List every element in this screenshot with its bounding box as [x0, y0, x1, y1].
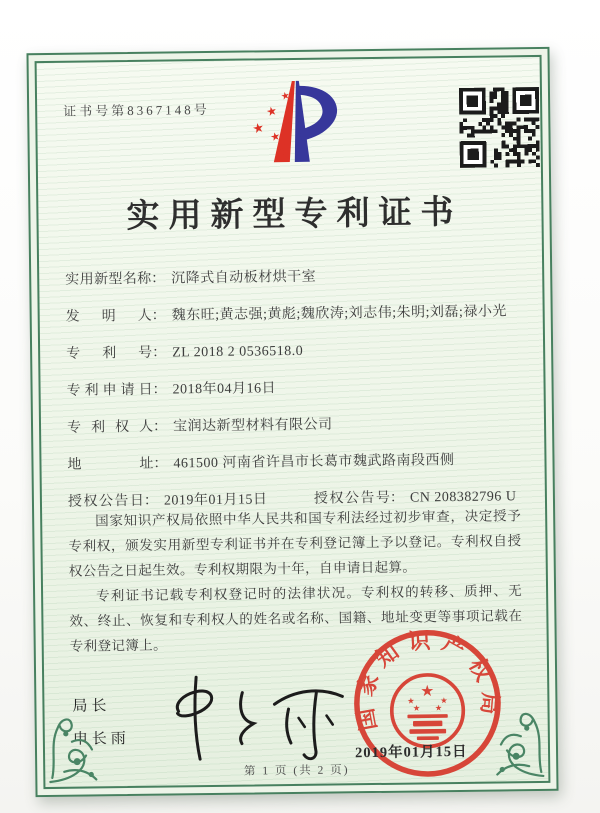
field-colon: ：: [152, 419, 168, 435]
star-icon: ★: [281, 115, 292, 127]
svg-text:国家知识产权局: 国家知识产权局: [350, 627, 504, 733]
field-value: 2019年01月15日: [163, 492, 268, 509]
svg-text:★: ★: [440, 696, 448, 706]
certificate-inner-frame: [35, 55, 551, 789]
field-value: 宝润达新型材料有限公司: [172, 417, 333, 435]
field-value: CN 208382796 U: [409, 489, 517, 506]
national-emblem-icon: [391, 675, 463, 747]
field-label: 实用新型名称: [65, 271, 152, 288]
svg-text:★: ★: [420, 682, 435, 701]
field-label: 专利号: [66, 345, 153, 362]
qr-code: [459, 87, 540, 168]
star-icon: ★: [264, 103, 279, 120]
star-icon: ★: [278, 141, 294, 160]
field-label: 专利权人: [66, 419, 154, 436]
certificate-number: 证书号第8367148号: [63, 101, 210, 119]
page-number: 第 1 页 (共 2 页): [243, 764, 350, 778]
field-row-inventors: [66, 302, 521, 345]
field-row-filing-date: [66, 376, 521, 419]
field-value: ZL 2018 2 0536518.0: [172, 343, 304, 361]
legal-paragraph-2: 专利证书记载专利权登记时的法律状况。专利权的转移、质押、无效、终止、恢复和专利权人的姓名或名称、国籍、地址变更等事项记载在专利登记簿上。: [69, 583, 523, 654]
seal-date: 2019年01月15日: [354, 743, 468, 762]
signature-icon: [148, 667, 367, 774]
patent-certificate: [26, 47, 558, 797]
field-colon: ：: [152, 345, 167, 361]
issuer-title: 局长: [72, 698, 111, 715]
field-value: 2018年04月16日: [172, 381, 277, 398]
field-value: 魏东旺;黄志强;黄彪;魏欣涛;刘志伟;朱明;刘磊;禄小光: [171, 304, 507, 324]
field-label: 授权公告日: [67, 493, 145, 510]
field-label: 地址: [67, 456, 154, 473]
legal-paragraph-1: 国家知识产权局依照中华人民共和国专利法经过初步审查，决定授予专利权，颁发实用新型专利证书并在专利登记簿上予以登记。专利权自授权公告之日起生效。专利权期限为十年，自申请日起算。: [68, 508, 522, 579]
field-row-address: [67, 450, 522, 493]
svg-text:★: ★: [412, 703, 421, 713]
corner-flourish-icon: [43, 675, 136, 788]
svg-text:★: ★: [434, 703, 443, 713]
field-value: 沉降式自动板材烘干室: [171, 269, 317, 287]
field-colon: ：: [389, 490, 405, 506]
star-icon: ★: [269, 130, 282, 145]
field-colon: ：: [151, 271, 166, 287]
field-colon: ：: [143, 493, 159, 509]
field-colon: ：: [152, 382, 167, 398]
field-list: [65, 265, 523, 530]
cnipa-logo-icon: [237, 71, 350, 178]
field-colon: ：: [153, 456, 168, 472]
field-label: 专利申请日: [66, 382, 153, 399]
field-row-name: [65, 265, 520, 308]
corner-flourish-icon: [456, 670, 549, 783]
field-row-patentee: [67, 413, 522, 456]
field-label: 发明人: [65, 308, 152, 325]
field-label: 授权公告号: [313, 490, 391, 507]
star-icon: ★: [279, 90, 291, 103]
star-icon: ★: [250, 119, 266, 137]
field-row-patent-no: [66, 339, 521, 382]
issuer-name: 申长雨: [72, 731, 130, 748]
field-colon: ：: [151, 308, 166, 324]
svg-text:★: ★: [407, 696, 415, 706]
certificate-title: 实用新型专利证书: [126, 194, 463, 236]
field-value: 461500 河南省许昌市长葛市魏武路南段西侧: [173, 453, 455, 472]
